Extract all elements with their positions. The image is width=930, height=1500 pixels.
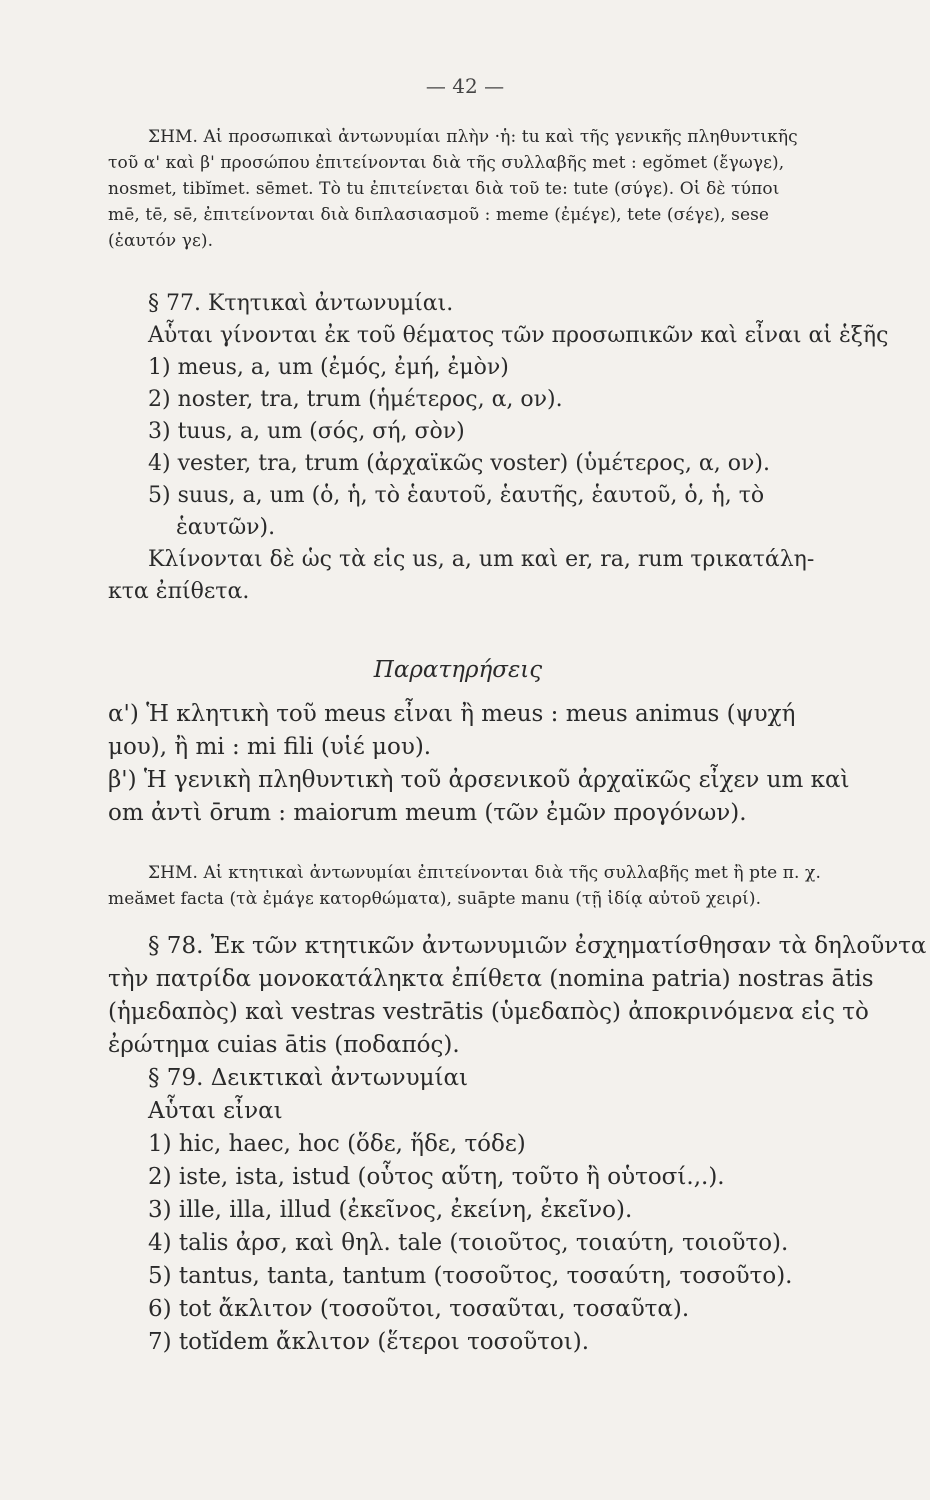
- declension-line: Κλίνονται δὲ ὡς τὰ εἰς us, a, um καὶ er, ra, rum τρικατάλη-: [148, 547, 815, 572]
- section-line: τὴν πατρίδα μονοκατάληκτα ἐπίθετα (nomina patria) nostras ātis: [108, 966, 874, 992]
- observations-heading: Παρατηρήσεις: [373, 657, 543, 683]
- list-item: 6) tot ἄκλιτον (τοσοῦτοι, τοσαῦται, τοσαῦτα).: [148, 1296, 690, 1322]
- list-item: 1) hic, haec, hoc (ὅδε, ἥδε, τόδε): [148, 1131, 526, 1157]
- section-intro: Αὗται εἶναι: [148, 1098, 283, 1124]
- list-item: 2) iste, ista, istud (οὗτος αὕτη, τοῦτο ἢ οὑτοσί.,.).: [148, 1164, 725, 1190]
- list-item: 2) noster, tra, trum (ἡμέτερος, α, ον).: [148, 387, 563, 412]
- list-item: 5) tantus, tanta, tantum (τοσοῦτος, τοσαύτη, τοσοῦτο).: [148, 1263, 793, 1289]
- list-item: 4) vester, tra, trum (ἀρχαϊκῶς voster) (ὑμέτερος, α, ον).: [148, 451, 770, 476]
- list-item: 3) tuus, a, um (σός, σή, σὸν): [148, 419, 465, 444]
- section-line: § 78. Ἐκ τῶν κτητικῶν ἀντωνυμιῶν ἐσχηματίσθησαν τὰ δηλοῦντα: [148, 933, 927, 959]
- list-item: 5) suus, a, um (ὁ, ἡ, τὸ ἑαυτοῦ, ἑαυτῆς, ἑαυτοῦ, ὁ, ἡ, τὸ: [148, 483, 765, 508]
- observation-line: om ἀντὶ ōrum : maiorum meum (τῶν ἐμῶν προγόνων).: [108, 800, 747, 826]
- section-line: ἐρώτημα cuias ātis (ποδαπός).: [108, 1032, 460, 1058]
- section-79: [108, 1062, 908, 1359]
- note-line: ΣΗΜ. Αἱ κτητικαὶ ἀντωνυμίαι ἐπιτείνονται διὰ τῆς συλλαβῆς met ἢ pte π. χ.: [148, 863, 821, 883]
- section-78: [108, 930, 927, 1062]
- section-intro: Αὗται γίνονται ἐκ τοῦ θέματος τῶν προσωπικῶν καὶ εἶναι αἱ ἑξῆς: [148, 323, 889, 348]
- observation-line: μου), ἢ mi : mi fili (υἱέ μου).: [108, 734, 432, 760]
- list-item: 3) ille, illa, illud (ἐκεῖνος, ἐκείνη, ἐκεῖνο).: [148, 1197, 633, 1223]
- note-line: τοῦ α' καὶ β' προσώπου ἐπιτείνονται διὰ τῆς συλλαβῆς met : egŏmet (ἔγωγε),: [108, 153, 785, 173]
- section-heading: § 79. Δεικτικαὶ ἀντωνυμίαι: [148, 1065, 469, 1091]
- list-item: 1) meus, a, um (ἐμός, ἐμή, ἐμὸν): [148, 355, 509, 380]
- note-line: (ἑαυτόν γε).: [108, 231, 214, 251]
- note-personal-pronouns: [108, 124, 908, 254]
- note-possessive-pronouns: [108, 860, 908, 912]
- note-line: mē, tē, sē, ἐπιτείνονται διὰ διπλασιασμοῦ : meme (ἐμέγε), tete (σέγε), sese: [108, 205, 770, 225]
- section-line: (ἡμεδαπὸς) καὶ vestras vestrātis (ὑμεδαπὸς) ἀποκρινόμενα εἰς τὸ: [108, 999, 869, 1025]
- note-line: meăмet facta (τὰ ἐμάγε κατορθώματα), suāpte manu (τῇ ἰδίᾳ αὐτοῦ χειρί).: [108, 889, 762, 909]
- list-item-continuation: ἑαυτῶν).: [176, 515, 276, 540]
- observation-line: α') Ἡ κλητικὴ τοῦ meus εἶναι ἢ meus : meus animus (ψυχή: [108, 701, 796, 727]
- note-line: nosmet, tibĭmet. sēmet. Τὸ tu ἐπιτείνεται διὰ τοῦ te: tute (σύγε). Οἱ δὲ τύποι: [108, 179, 780, 199]
- page-number: — 42 —: [425, 74, 505, 98]
- observations: [108, 652, 908, 830]
- section-heading: § 77. Κτητικαὶ ἀντωνυμίαι.: [148, 291, 454, 316]
- note-line: ΣΗΜ. Αἱ προσωπικαὶ ἀντωνυμίαι πλὴν ·ἡ: tu καὶ τῆς γενικῆς πληθυντικῆς: [148, 127, 798, 147]
- observation-line: β') Ἡ γενικὴ πληθυντικὴ τοῦ ἀρσενικοῦ ἀρχαϊκῶς εἶχεν um καὶ: [108, 767, 850, 793]
- list-item: 7) totĭdem ἄκλιτον (ἕτεροι τοσοῦτοι).: [148, 1329, 590, 1355]
- list-item: 4) talis ἀρσ, καὶ θηλ. tale (τοιοῦτος, τοιαύτη, τοιοῦτο).: [148, 1230, 789, 1256]
- section-77: [108, 288, 908, 608]
- declension-line: κτα ἐπίθετα.: [108, 579, 250, 604]
